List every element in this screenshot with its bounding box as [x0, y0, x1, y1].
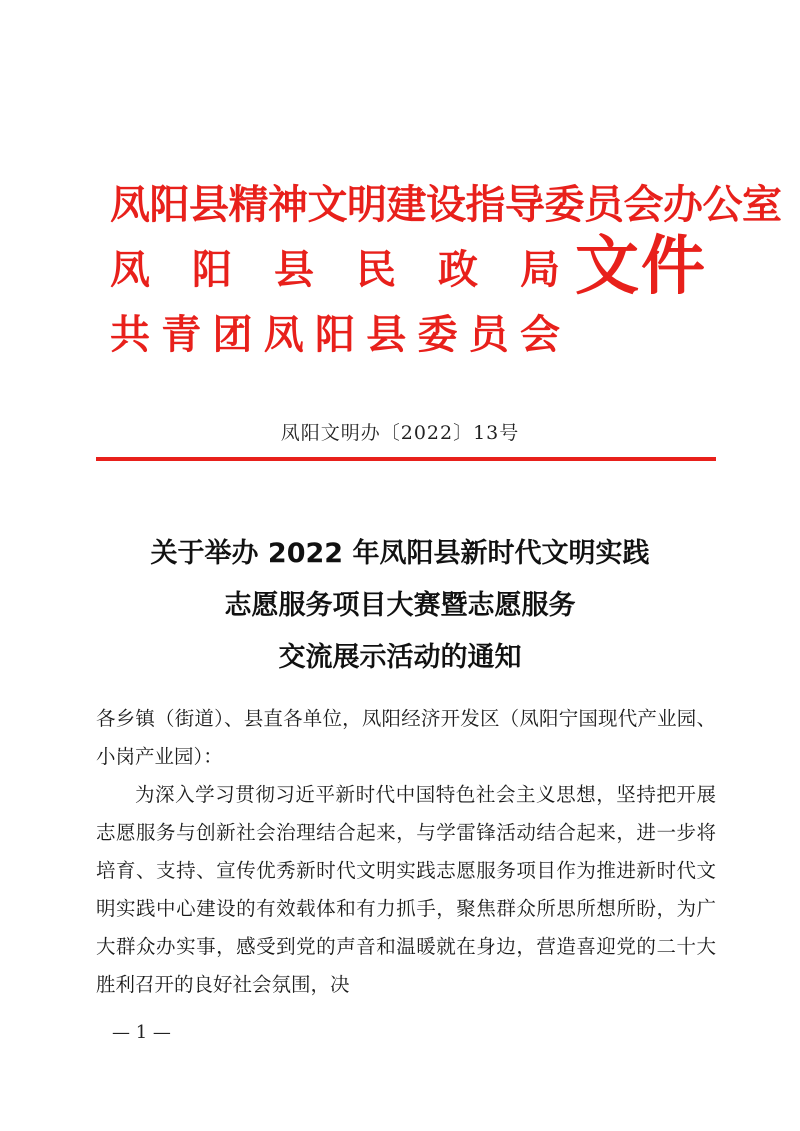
issuer-3-char: 共: [110, 311, 150, 358]
issuer-2-char: 县: [274, 246, 314, 293]
recipients-line: 各乡镇（街道）、县直各单位，凤阳经济开发区（凤阳宁国现代产业园、小岗产业园）：: [96, 707, 716, 768]
issuer-3-char: 阳: [315, 311, 355, 358]
title-line-2: 志愿服务项目大赛暨志愿服务: [224, 590, 576, 621]
body-paragraph: 为深入学习贯彻习近平新时代中国特色社会主义思想，坚持把开展志愿服务与创新社会治理结合起来，与学雷锋活动结合起来，进一步将培育、支持、宣传优秀新时代文明实践志愿服务项目作为推进新时代文明实践中心建设的有效载体和有力抓手，聚焦群众所思所想所盼，为广大群众办实事，感受到党的声音和温暖就在身边，营造喜迎党的二十大胜利召开的良好社会氛围，决: [96, 783, 716, 996]
document-type-label: 文件: [575, 229, 707, 304]
issuer-2-char: 民: [356, 246, 396, 293]
document-number: 凤阳文明办〔2022〕13号: [280, 422, 520, 444]
issuer-line-2: [110, 237, 560, 302]
document-body: [96, 700, 716, 1004]
issuer-2-char: 局: [520, 246, 560, 293]
issuer-2-char: 政: [438, 246, 478, 293]
title-line-3: 交流展示活动的通知: [278, 642, 522, 673]
red-divider-line: [96, 457, 716, 461]
issuer-3-char: 青: [161, 311, 202, 358]
issuer-3-char: 团: [212, 311, 253, 358]
issuer-3-char: 会: [520, 311, 560, 358]
issuer-3-char: 委: [417, 311, 458, 358]
issuer-2-char: 阳: [192, 246, 232, 293]
document-title: [0, 528, 800, 684]
issuer-3-char: 凤: [263, 311, 304, 358]
issuer-line-3: [110, 302, 560, 367]
title-line-1: 关于举办 2022 年凤阳县新时代文明实践: [150, 538, 650, 569]
page-number: — 1 —: [112, 1022, 171, 1043]
issuer-3-char: 员: [468, 311, 509, 358]
issuer-line-1: 凤阳县精神文明建设指导委员会办公室: [110, 181, 782, 228]
issuer-2-char: 凤: [110, 246, 150, 293]
issuer-3-char: 县: [366, 311, 407, 358]
